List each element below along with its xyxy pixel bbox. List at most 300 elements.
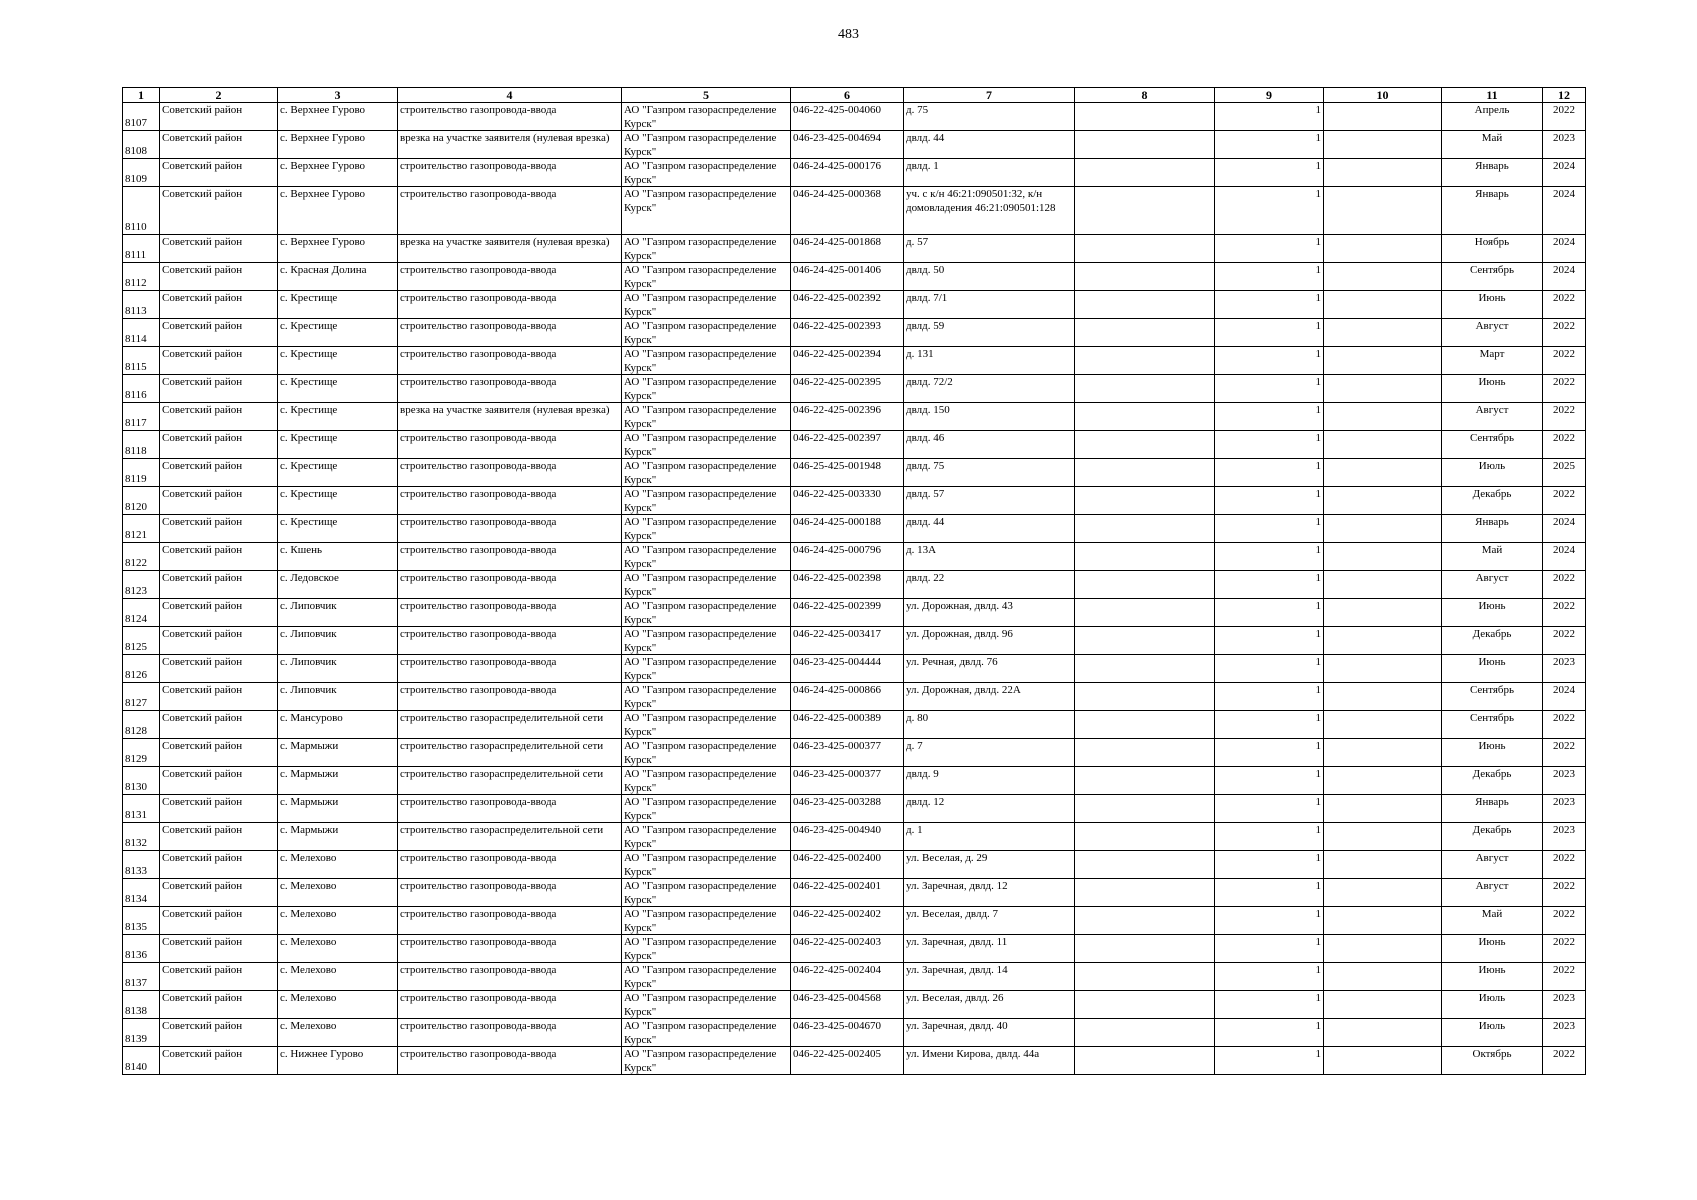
application-code-cell-text: 046-22-425-003330 [793, 488, 881, 500]
application-code-cell-text: 046-22-425-002405 [793, 1048, 881, 1060]
row-number-text: 8115 [125, 361, 147, 373]
district-cell [160, 103, 278, 131]
work-type-cell-text: строительство газопровода-ввода [400, 852, 557, 864]
year-cell-text: 2025 [1553, 460, 1575, 472]
district-cell [160, 375, 278, 403]
year-cell [1543, 655, 1586, 683]
row-number [123, 235, 160, 263]
work-type-cell [398, 739, 622, 767]
locality-cell-text: с. Верхнее Гурово [280, 236, 366, 248]
table-row [123, 543, 1586, 571]
locality-cell-text: с. Красная Долина [280, 264, 367, 276]
application-code-cell [791, 711, 904, 739]
row-number-text: 8117 [125, 417, 147, 429]
year-cell [1543, 935, 1586, 963]
quantity-cell [1215, 1019, 1324, 1047]
column-10-cell [1324, 711, 1442, 739]
year-cell [1543, 571, 1586, 599]
work-type-cell [398, 935, 622, 963]
work-type-cell [398, 431, 622, 459]
row-number-text: 8125 [125, 641, 147, 653]
header-cell: 11 [1442, 88, 1543, 103]
district-cell-text: Советский район [162, 320, 243, 332]
table-row [123, 599, 1586, 627]
locality-cell [278, 627, 398, 655]
application-code-cell [791, 131, 904, 159]
month-cell-text: Апрель [1474, 104, 1510, 116]
district-cell-text: Советский район [162, 768, 243, 780]
organization-cell-text: АО "Газпром газораспределение Курск" [624, 544, 777, 570]
year-cell-text: 2022 [1553, 936, 1575, 948]
quantity-cell [1215, 1047, 1324, 1075]
application-code-cell-text: 046-22-425-002402 [793, 908, 881, 920]
application-code-cell-text: 046-24-425-001406 [793, 264, 881, 276]
table-row [123, 187, 1586, 235]
application-code-cell [791, 235, 904, 263]
year-cell-text: 2024 [1553, 544, 1575, 556]
work-type-cell-text: строительство газопровода-ввода [400, 908, 557, 920]
year-cell-text: 2024 [1553, 160, 1575, 172]
application-code-cell-text: 046-24-425-000796 [793, 544, 881, 556]
row-number [123, 543, 160, 571]
month-cell-text: Июнь [1478, 936, 1506, 948]
quantity-cell-text: 1 [1315, 656, 1321, 668]
year-cell [1543, 131, 1586, 159]
quantity-cell-text: 1 [1315, 376, 1321, 388]
address-cell-text: двлд. 1 [906, 160, 939, 172]
year-cell [1543, 187, 1586, 235]
organization-cell [622, 571, 791, 599]
month-cell-text: Сентябрь [1469, 712, 1515, 724]
header-cell: 5 [622, 88, 791, 103]
table-row [123, 103, 1586, 131]
address-cell [904, 1047, 1075, 1075]
column-10-cell [1324, 1047, 1442, 1075]
table-row [123, 1019, 1586, 1047]
column-8-cell [1075, 375, 1215, 403]
row-number [123, 683, 160, 711]
row-number [123, 907, 160, 935]
address-cell-text: д. 57 [906, 236, 929, 248]
table-row [123, 907, 1586, 935]
table-row [123, 627, 1586, 655]
address-cell-text: ул. Заречная, двлд. 12 [906, 880, 1008, 892]
column-10-cell [1324, 131, 1442, 159]
table-row [123, 375, 1586, 403]
address-cell-text: д. 13А [906, 544, 937, 556]
organization-cell [622, 159, 791, 187]
locality-cell-text: с. Крестище [280, 516, 338, 528]
quantity-cell [1215, 459, 1324, 487]
district-cell-text: Советский район [162, 348, 243, 360]
column-8-cell [1075, 739, 1215, 767]
application-code-cell [791, 655, 904, 683]
row-number [123, 159, 160, 187]
application-code-cell-text: 046-22-425-002392 [793, 292, 881, 304]
locality-cell [278, 319, 398, 347]
month-cell-text: Январь [1475, 160, 1509, 172]
organization-cell [622, 131, 791, 159]
district-cell [160, 907, 278, 935]
quantity-cell-text: 1 [1315, 544, 1321, 556]
organization-cell-text: АО "Газпром газораспределение Курск" [624, 628, 777, 654]
organization-cell-text: АО "Газпром газораспределение Курск" [624, 320, 777, 346]
address-cell [904, 235, 1075, 263]
organization-cell [622, 711, 791, 739]
work-type-cell [398, 543, 622, 571]
column-8-cell [1075, 291, 1215, 319]
quantity-cell [1215, 487, 1324, 515]
locality-cell [278, 683, 398, 711]
district-cell [160, 599, 278, 627]
row-number [123, 263, 160, 291]
application-code-cell-text: 046-24-425-000368 [793, 188, 881, 200]
application-code-cell-text: 046-22-425-002395 [793, 376, 881, 388]
column-8-cell [1075, 1019, 1215, 1047]
address-cell [904, 739, 1075, 767]
organization-cell [622, 627, 791, 655]
month-cell [1442, 879, 1543, 907]
quantity-cell-text: 1 [1315, 740, 1321, 752]
district-cell-text: Советский район [162, 656, 243, 668]
work-type-cell-text: строительство газопровода-ввода [400, 104, 557, 116]
row-number [123, 291, 160, 319]
table-row [123, 935, 1586, 963]
organization-cell [622, 375, 791, 403]
row-number [123, 347, 160, 375]
locality-cell [278, 487, 398, 515]
work-type-cell-text: строительство газопровода-ввода [400, 684, 557, 696]
year-cell [1543, 159, 1586, 187]
organization-cell [622, 767, 791, 795]
year-cell-text: 2023 [1553, 824, 1575, 836]
row-number [123, 403, 160, 431]
month-cell [1442, 599, 1543, 627]
organization-cell [622, 263, 791, 291]
header-cell: 7 [904, 88, 1075, 103]
organization-cell-text: АО "Газпром газораспределение Курск" [624, 992, 777, 1018]
table-row [123, 571, 1586, 599]
year-cell-text: 2023 [1553, 1020, 1575, 1032]
table-row [123, 291, 1586, 319]
locality-cell-text: с. Мелехово [280, 908, 337, 920]
work-type-cell-text: строительство газопровода-ввода [400, 1048, 557, 1060]
column-8-cell [1075, 683, 1215, 711]
column-8-cell [1075, 187, 1215, 235]
district-cell [160, 851, 278, 879]
quantity-cell-text: 1 [1315, 880, 1321, 892]
district-cell [160, 1047, 278, 1075]
work-type-cell [398, 963, 622, 991]
column-8-cell [1075, 159, 1215, 187]
district-cell-text: Советский район [162, 796, 243, 808]
work-type-cell-text: строительство газопровода-ввода [400, 348, 557, 360]
application-code-cell-text: 046-23-425-003288 [793, 796, 881, 808]
column-10-cell [1324, 851, 1442, 879]
organization-cell-text: АО "Газпром газораспределение Курск" [624, 1048, 777, 1074]
month-cell [1442, 935, 1543, 963]
work-type-cell-text: строительство газопровода-ввода [400, 432, 557, 444]
table-row [123, 319, 1586, 347]
district-cell [160, 795, 278, 823]
district-cell-text: Советский район [162, 572, 243, 584]
locality-cell-text: с. Липовчик [280, 684, 337, 696]
work-type-cell-text: строительство газораспределительной сети [400, 768, 604, 780]
column-8-cell [1075, 515, 1215, 543]
month-cell [1442, 739, 1543, 767]
address-cell [904, 655, 1075, 683]
application-code-cell-text: 046-22-425-002396 [793, 404, 881, 416]
application-code-cell [791, 515, 904, 543]
month-cell-text: Июнь [1478, 740, 1506, 752]
row-number [123, 571, 160, 599]
month-cell [1442, 767, 1543, 795]
address-cell-text: д. 7 [906, 740, 923, 752]
address-cell [904, 403, 1075, 431]
work-type-cell-text: строительство газопровода-ввода [400, 936, 557, 948]
table-row [123, 683, 1586, 711]
quantity-cell-text: 1 [1315, 160, 1321, 172]
address-cell-text: д. 80 [906, 712, 929, 724]
row-number [123, 459, 160, 487]
locality-cell [278, 1019, 398, 1047]
district-cell [160, 131, 278, 159]
locality-cell [278, 823, 398, 851]
table-row [123, 963, 1586, 991]
header-cell: 8 [1075, 88, 1215, 103]
address-cell-text: двлд. 44 [906, 516, 945, 528]
address-cell [904, 1019, 1075, 1047]
application-code-cell-text: 046-22-425-004060 [793, 104, 881, 116]
year-cell [1543, 599, 1586, 627]
year-cell-text: 2024 [1553, 516, 1575, 528]
organization-cell-text: АО "Газпром газораспределение Курск" [624, 104, 777, 130]
address-cell [904, 767, 1075, 795]
column-8-cell [1075, 319, 1215, 347]
column-8-cell [1075, 487, 1215, 515]
locality-cell-text: с. Крестище [280, 320, 338, 332]
address-cell-text: двлд. 9 [906, 768, 939, 780]
row-number-text: 8133 [125, 865, 147, 877]
district-cell [160, 487, 278, 515]
quantity-cell-text: 1 [1315, 964, 1321, 976]
quantity-cell [1215, 599, 1324, 627]
application-code-cell [791, 907, 904, 935]
month-cell-text: Май [1481, 132, 1503, 144]
quantity-cell-text: 1 [1315, 236, 1321, 248]
column-10-cell [1324, 103, 1442, 131]
row-number-text: 8118 [125, 445, 147, 457]
locality-cell [278, 571, 398, 599]
address-cell-text: ул. Дорожная, двлд. 43 [906, 600, 1013, 612]
quantity-cell [1215, 291, 1324, 319]
row-number-text: 8130 [125, 781, 147, 793]
year-cell-text: 2022 [1553, 740, 1575, 752]
column-8-cell [1075, 767, 1215, 795]
address-cell-text: ул. Имени Кирова, двлд. 44а [906, 1048, 1040, 1060]
work-type-cell [398, 403, 622, 431]
application-code-cell [791, 487, 904, 515]
organization-cell [622, 403, 791, 431]
work-type-cell [398, 655, 622, 683]
year-cell-text: 2022 [1553, 852, 1575, 864]
locality-cell [278, 103, 398, 131]
address-cell [904, 963, 1075, 991]
column-8-cell [1075, 599, 1215, 627]
locality-cell [278, 159, 398, 187]
row-number-text: 8126 [125, 669, 147, 681]
address-cell [904, 711, 1075, 739]
work-type-cell-text: строительство газопровода-ввода [400, 796, 557, 808]
quantity-cell-text: 1 [1315, 404, 1321, 416]
month-cell-text: Июль [1478, 460, 1506, 472]
application-code-cell [791, 851, 904, 879]
work-type-cell [398, 711, 622, 739]
address-cell-text: ул. Веселая, д. 29 [906, 852, 988, 864]
quantity-cell [1215, 159, 1324, 187]
organization-cell-text: АО "Газпром газораспределение Курск" [624, 964, 777, 990]
organization-cell-text: АО "Газпром газораспределение Курск" [624, 740, 777, 766]
month-cell-text: Декабрь [1472, 488, 1512, 500]
work-type-cell-text: строительство газопровода-ввода [400, 516, 557, 528]
year-cell-text: 2022 [1553, 320, 1575, 332]
organization-cell [622, 235, 791, 263]
application-code-cell-text: 046-23-425-004694 [793, 132, 881, 144]
year-cell-text: 2022 [1553, 908, 1575, 920]
month-cell-text: Август [1475, 852, 1509, 864]
address-cell-text: ул. Дорожная, двлд. 96 [906, 628, 1013, 640]
month-cell-text: Декабрь [1472, 628, 1512, 640]
month-cell [1442, 515, 1543, 543]
row-number [123, 103, 160, 131]
month-cell [1442, 683, 1543, 711]
organization-cell-text: АО "Газпром газораспределение Курск" [624, 572, 777, 598]
locality-cell [278, 767, 398, 795]
district-cell [160, 291, 278, 319]
quantity-cell [1215, 795, 1324, 823]
year-cell [1543, 907, 1586, 935]
month-cell [1442, 963, 1543, 991]
table-row [123, 655, 1586, 683]
page-number: 483 [838, 27, 859, 42]
district-cell-text: Советский район [162, 992, 243, 1004]
organization-cell [622, 991, 791, 1019]
district-cell-text: Советский район [162, 740, 243, 752]
district-cell-text: Советский район [162, 628, 243, 640]
column-10-cell [1324, 795, 1442, 823]
application-code-cell [791, 263, 904, 291]
quantity-cell-text: 1 [1315, 1020, 1321, 1032]
column-8-cell [1075, 823, 1215, 851]
application-code-cell-text: 046-24-425-000188 [793, 516, 881, 528]
column-10-cell [1324, 263, 1442, 291]
locality-cell [278, 851, 398, 879]
district-cell-text: Советский район [162, 488, 243, 500]
address-cell [904, 159, 1075, 187]
address-cell [904, 263, 1075, 291]
table-row [123, 851, 1586, 879]
address-cell-text: ул. Заречная, двлд. 14 [906, 964, 1008, 976]
table-row [123, 403, 1586, 431]
work-type-cell [398, 291, 622, 319]
locality-cell [278, 963, 398, 991]
address-cell [904, 487, 1075, 515]
application-code-cell [791, 935, 904, 963]
district-cell-text: Советский район [162, 376, 243, 388]
application-code-cell [791, 683, 904, 711]
work-type-cell [398, 907, 622, 935]
month-cell-text: Июль [1478, 1020, 1506, 1032]
application-code-cell [791, 459, 904, 487]
month-cell [1442, 823, 1543, 851]
district-cell-text: Советский район [162, 432, 243, 444]
work-type-cell-text: строительство газопровода-ввода [400, 188, 557, 200]
quantity-cell-text: 1 [1315, 684, 1321, 696]
quantity-cell-text: 1 [1315, 628, 1321, 640]
year-cell [1543, 963, 1586, 991]
address-cell [904, 131, 1075, 159]
header-cell: 10 [1324, 88, 1442, 103]
column-10-cell [1324, 739, 1442, 767]
month-cell [1442, 1019, 1543, 1047]
locality-cell-text: с. Верхнее Гурово [280, 160, 366, 172]
year-cell [1543, 403, 1586, 431]
header-cell: 3 [278, 88, 398, 103]
locality-cell [278, 655, 398, 683]
address-cell [904, 907, 1075, 935]
row-number-text: 8131 [125, 809, 147, 821]
month-cell [1442, 795, 1543, 823]
district-cell [160, 403, 278, 431]
row-number-text: 8108 [125, 145, 147, 157]
row-number [123, 319, 160, 347]
row-number [123, 711, 160, 739]
quantity-cell-text: 1 [1315, 104, 1321, 116]
district-cell-text: Советский район [162, 160, 243, 172]
address-cell [904, 627, 1075, 655]
district-cell [160, 235, 278, 263]
year-cell [1543, 991, 1586, 1019]
row-number-text: 8111 [125, 249, 147, 261]
column-10-cell [1324, 683, 1442, 711]
quantity-cell-text: 1 [1315, 852, 1321, 864]
locality-cell [278, 187, 398, 235]
table-row [123, 131, 1586, 159]
column-10-cell [1324, 599, 1442, 627]
row-number-text: 8135 [125, 921, 147, 933]
quantity-cell [1215, 907, 1324, 935]
application-code-cell-text: 046-22-425-002399 [793, 600, 881, 612]
table-row [123, 263, 1586, 291]
month-cell [1442, 655, 1543, 683]
organization-cell [622, 795, 791, 823]
month-cell [1442, 263, 1543, 291]
year-cell [1543, 739, 1586, 767]
year-cell-text: 2024 [1553, 188, 1575, 200]
locality-cell [278, 795, 398, 823]
organization-cell [622, 459, 791, 487]
month-cell [1442, 627, 1543, 655]
year-cell-text: 2022 [1553, 488, 1575, 500]
address-cell-text: двлд. 57 [906, 488, 945, 500]
year-cell [1543, 711, 1586, 739]
year-cell-text: 2022 [1553, 1048, 1575, 1060]
row-number-text: 8112 [125, 277, 147, 289]
quantity-cell-text: 1 [1315, 132, 1321, 144]
application-code-cell-text: 046-22-425-002393 [793, 320, 881, 332]
year-cell [1543, 823, 1586, 851]
year-cell-text: 2024 [1553, 236, 1575, 248]
